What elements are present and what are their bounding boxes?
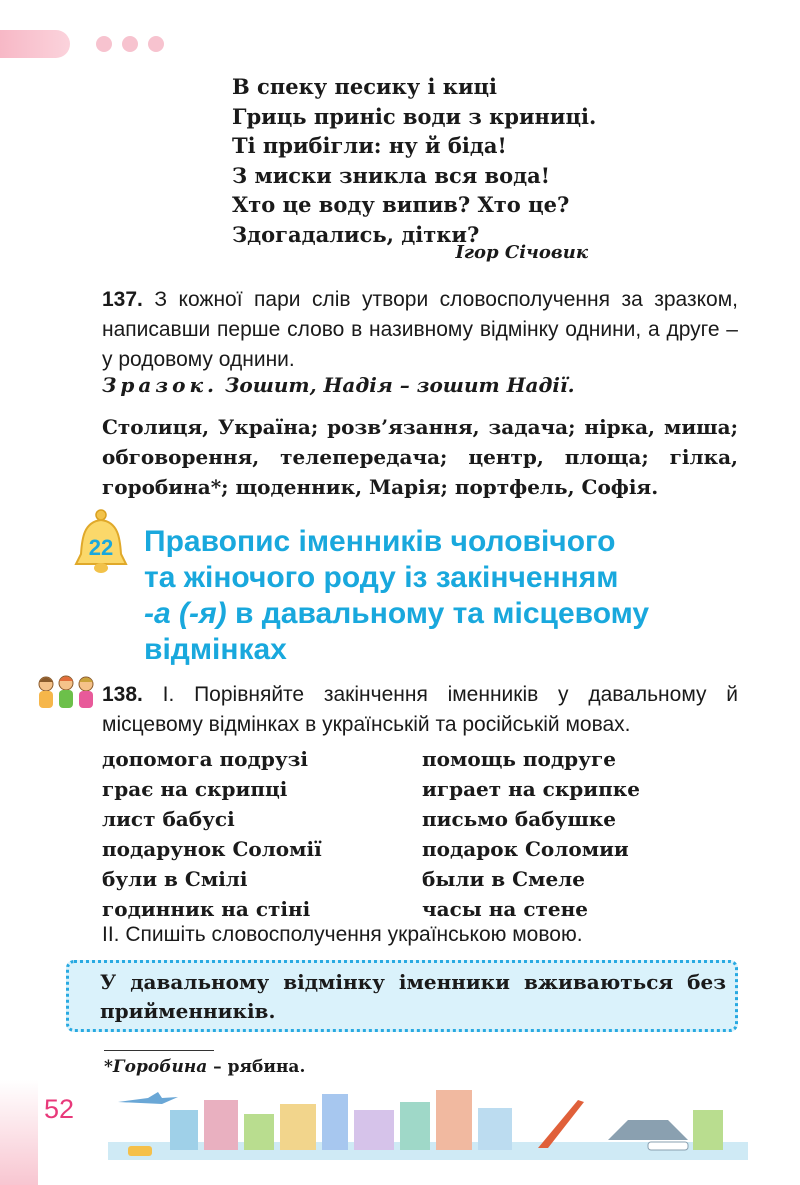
poem-line: Гриць приніс води з криниці. [232, 103, 597, 129]
list-item [102, 774, 662, 804]
corner-decoration [0, 30, 70, 58]
ukrainian-phrase: годинник на стіні [102, 897, 311, 921]
city-illustration [108, 1080, 748, 1160]
poem-author: Ігор Січовик [455, 242, 588, 263]
task-text: З кожної пари слів утвори словосполучення за зразком, написавши перше слово в називному відмінку однини, а друге – у родовому однини. [102, 288, 738, 371]
corner-dot [148, 36, 164, 52]
footnote [104, 1057, 305, 1077]
task-text: І. Порівняйте закінчення іменників у давальному й місцевому відмінках в українській та російській мовах. [102, 683, 738, 736]
sample [102, 373, 575, 397]
task-instruction: ІІ. Спишіть словосполучення українською мовою. [102, 923, 583, 946]
section-number: 22 [88, 535, 114, 560]
task-number: 138. [102, 683, 143, 706]
page-number: 52 [44, 1094, 75, 1124]
russian-phrase: помощь подруге [422, 747, 616, 771]
ending-text: -а (-я) [144, 597, 227, 630]
poem-line: З миски зникла вся вода! [232, 162, 550, 188]
footnote-text: – рябина. [207, 1057, 306, 1077]
page-edge-decoration [0, 1080, 38, 1185]
section-title-line: -а (-я) в давальному та місцевому [144, 597, 650, 630]
russian-phrase: письмо бабушке [422, 807, 617, 831]
section-title-line: Правопис іменників чоловічого [144, 525, 616, 558]
russian-phrase: часы на стене [422, 897, 589, 921]
rule-text: У давальному відмінку іменники вживаються без прийменників. [100, 970, 726, 1023]
comparison-list [102, 744, 662, 924]
task-137 [102, 285, 738, 375]
list-item [102, 834, 662, 864]
word-pairs-text: Столиця, Україна; розв’язання, задача; нірка, миша; обговорення, телепередача; центр, площа; гілка, горобина*; щоденник, Марія; портфель, Софія. [102, 415, 738, 499]
group-work-icon [34, 674, 98, 710]
russian-phrase: подарок Соломии [422, 837, 629, 861]
footnote-divider [104, 1050, 214, 1051]
poem-line: Хто це воду випив? Хто це? [232, 192, 570, 217]
section-title-line: відмінках [144, 633, 287, 666]
corner-dot [122, 36, 138, 52]
poem-line: В спеку песику і киці [232, 74, 498, 99]
ukrainian-phrase: подарунок Соломії [102, 837, 322, 861]
russian-phrase: были в Смеле [422, 867, 585, 891]
list-item [102, 804, 662, 834]
footnote-word: *Горобина [104, 1057, 208, 1077]
ukrainian-phrase: грає на скрипці [102, 777, 288, 801]
section-title-line: та жіночого роду із закінченням [144, 561, 619, 594]
ukrainian-phrase: лист бабусі [102, 807, 235, 831]
list-item [102, 744, 662, 774]
list-item [102, 864, 662, 894]
section-title [144, 524, 744, 668]
sample-label: Зразок. [102, 373, 218, 397]
russian-phrase: играет на скрипке [422, 777, 640, 801]
bell-icon [70, 508, 132, 580]
corner-dot [96, 36, 112, 52]
task-138 [102, 680, 738, 740]
ukrainian-phrase: були в Смілі [102, 867, 248, 891]
task-number: 137. [102, 288, 143, 311]
poem-line: Здогадались, дітки? [232, 221, 480, 247]
ukrainian-phrase: допомога подрузі [102, 747, 308, 771]
poem-line: Ті прибігли: ну й біда! [232, 133, 507, 158]
sample-text: Зошит, Надія – зошит Надії. [224, 373, 575, 397]
poem [232, 72, 596, 249]
